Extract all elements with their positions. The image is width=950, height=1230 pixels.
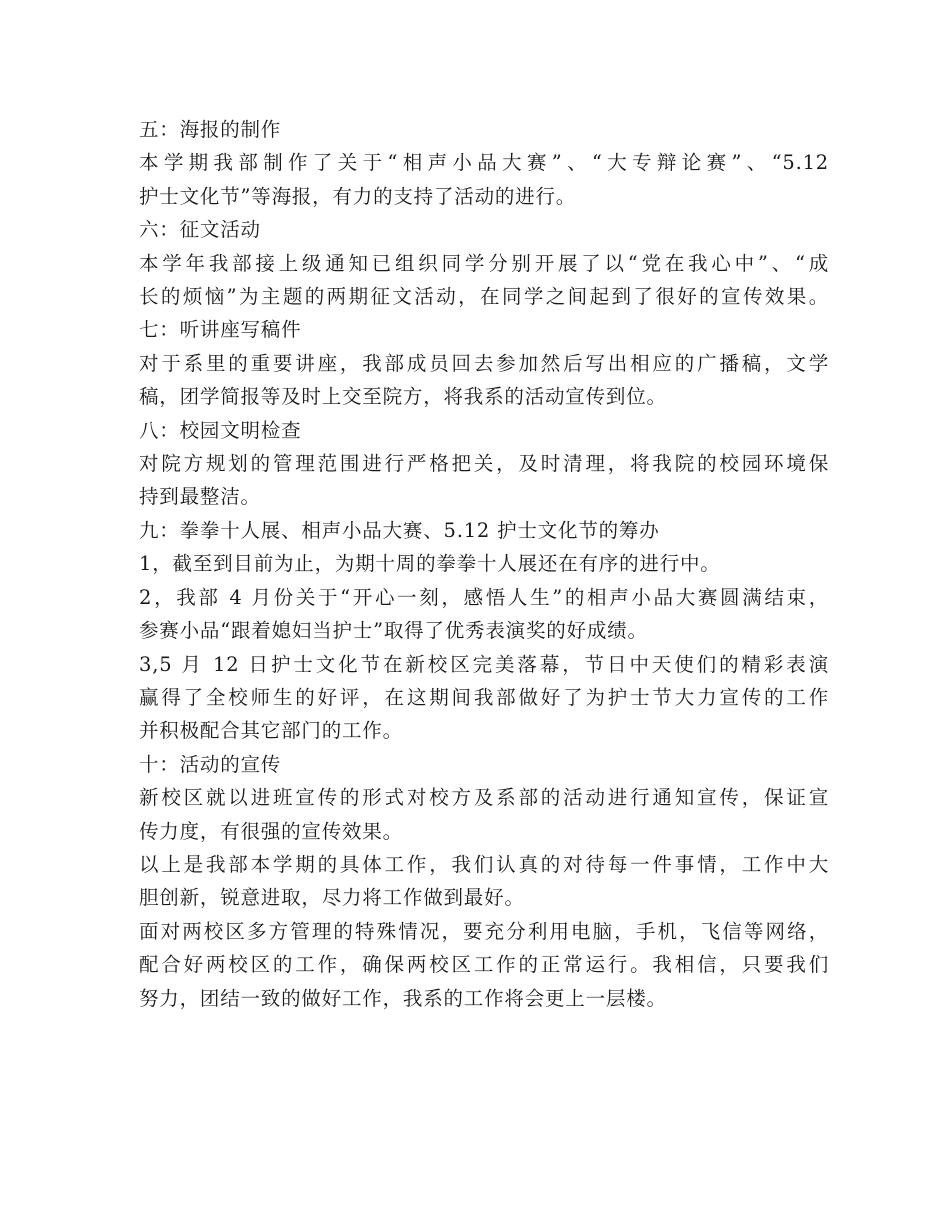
text-line: 五：海报的制作 [139,118,282,141]
text-line: 对于系里的重要讲座，我部成员回去参加然后写出相应的广播稿，文学 [139,351,829,375]
text-line: 对院方规划的管理范围进行严格把关，及时清理，将我院的校园环境保 [139,452,829,476]
text-line: 3,5 月 12 日护士文化节在新校区完美落幕，节日中天使们的精彩表演 [139,652,829,676]
text-line: 配合好两校区的工作，确保两校区工作的正常运行。我相信，只要我们 [139,953,829,977]
text-line: 本学期我部制作了关于“相声小品大赛”、“大专辩论赛”、“5.12 [139,151,829,175]
text-line: 参赛小品“跟着媳妇当护士”取得了优秀表演奖的好成绩。 [139,619,648,643]
text-line: 传力度，有很强的宣传效果。 [139,819,403,843]
text-line: 持到最整洁。 [139,485,261,509]
document-body [139,113,829,1015]
text-line: 六：征文活动 [139,218,261,242]
text-line: 1，截至到目前为止，为期十周的拳拳十人展还在有序的进行中。 [139,552,721,576]
text-line: 以上是我部本学期的具体工作，我们认真的对待每一件事情，工作中大 [139,852,829,876]
text-line: 赢得了全校师生的好评，在这期间我部做好了为护士节大力宣传的工作 [139,685,829,709]
text-line: 本学年我部接上级通知已组织同学分别开展了以“党在我心中”、“成 [139,251,829,275]
text-line: 并积极配合其它部门的工作。 [139,719,403,743]
text-line: 八：校园文明检查 [139,418,302,442]
text-line: 稿，团学简报等及时上交至院方，将我系的活动宣传到位。 [139,385,667,409]
text-line: 长的烦恼”为主题的两期征文活动，在同学之间起到了很好的宣传效果。 [139,285,829,309]
text-line: 努力，团结一致的做好工作，我系的工作将会更上一层楼。 [139,986,667,1010]
text-line: 2，我部 4 月份关于“开心一刻，感悟人生”的相声小品大赛圆满结束， [139,585,829,609]
text-line: 十：活动的宣传 [139,752,282,776]
text-line: 护士文化节”等海报，有力的支持了活动的进行。 [139,184,577,208]
text-line: 新校区就以进班宣传的形式对校方及系部的活动进行通知宣传，保证宣 [139,786,829,810]
text-line: 胆创新，锐意进取，尽力将工作做到最好。 [139,886,525,910]
text-line: 九：拳拳十人展、相声小品大赛、5.12 护士文化节的筹办 [139,518,660,542]
text-line: 七：听讲座写稿件 [139,318,302,342]
text-line: 面对两校区多方管理的特殊情况，要充分利用电脑，手机，飞信等网络， [139,919,829,943]
